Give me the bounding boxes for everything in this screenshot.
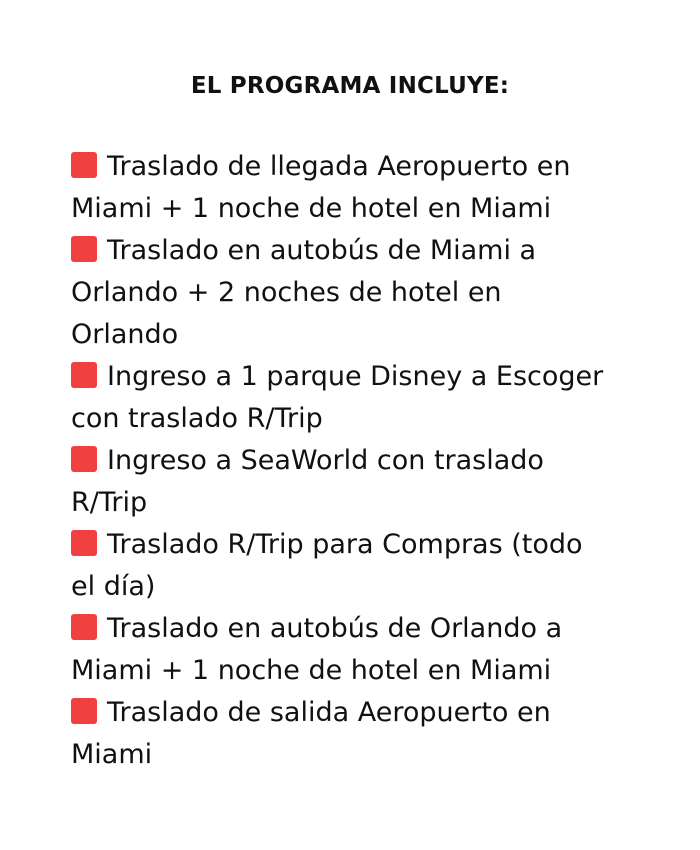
program-item [71,692,656,776]
program-item-line: Miami + 1 noche de hotel en Miami [71,655,552,686]
program-item-text: Traslado R/Trip para Compras (todo [107,529,583,560]
program-item-line: con traslado R/Trip [71,403,323,434]
program-item-line [71,692,656,734]
red-square-bullet-icon [71,152,97,178]
red-square-bullet-icon [71,362,97,388]
program-item-text: Traslado en autobús de Orlando a [107,613,563,644]
program-item [71,608,656,692]
red-square-bullet-icon [71,614,97,640]
program-item-line [71,608,656,650]
program-item-line: Orlando + 2 noches de hotel en [71,277,502,308]
program-item [71,440,656,524]
red-square-bullet-icon [71,530,97,556]
program-item-line [71,440,656,482]
program-item-text: Traslado de llegada Aeropuerto en [107,151,571,182]
program-item-line: Miami [71,739,153,770]
program-item-text: Ingreso a 1 parque Disney a Escoger [107,361,604,392]
program-item-line [71,524,656,566]
program-item-text: Traslado en autobús de Miami a [107,235,537,266]
red-square-bullet-icon [71,236,97,262]
program-item-text: Ingreso a SeaWorld con traslado [107,445,544,476]
program-item-text: Traslado de salida Aeropuerto en [107,697,551,728]
program-item-line [71,146,656,188]
program-item [71,230,656,356]
red-square-bullet-icon [71,446,97,472]
program-item-line [71,230,656,272]
program-item-line: Miami + 1 noche de hotel en Miami [71,193,552,224]
program-item-line: R/Trip [71,487,148,518]
program-item-line [71,356,656,398]
program-item-line: el día) [71,571,156,602]
program-items-list [71,146,656,776]
program-item [71,356,656,440]
red-square-bullet-icon [71,698,97,724]
program-item [71,524,656,608]
program-title: EL PROGRAMA INCLUYE: [190,73,510,99]
program-item [71,146,656,230]
program-item-line: Orlando [71,319,179,350]
